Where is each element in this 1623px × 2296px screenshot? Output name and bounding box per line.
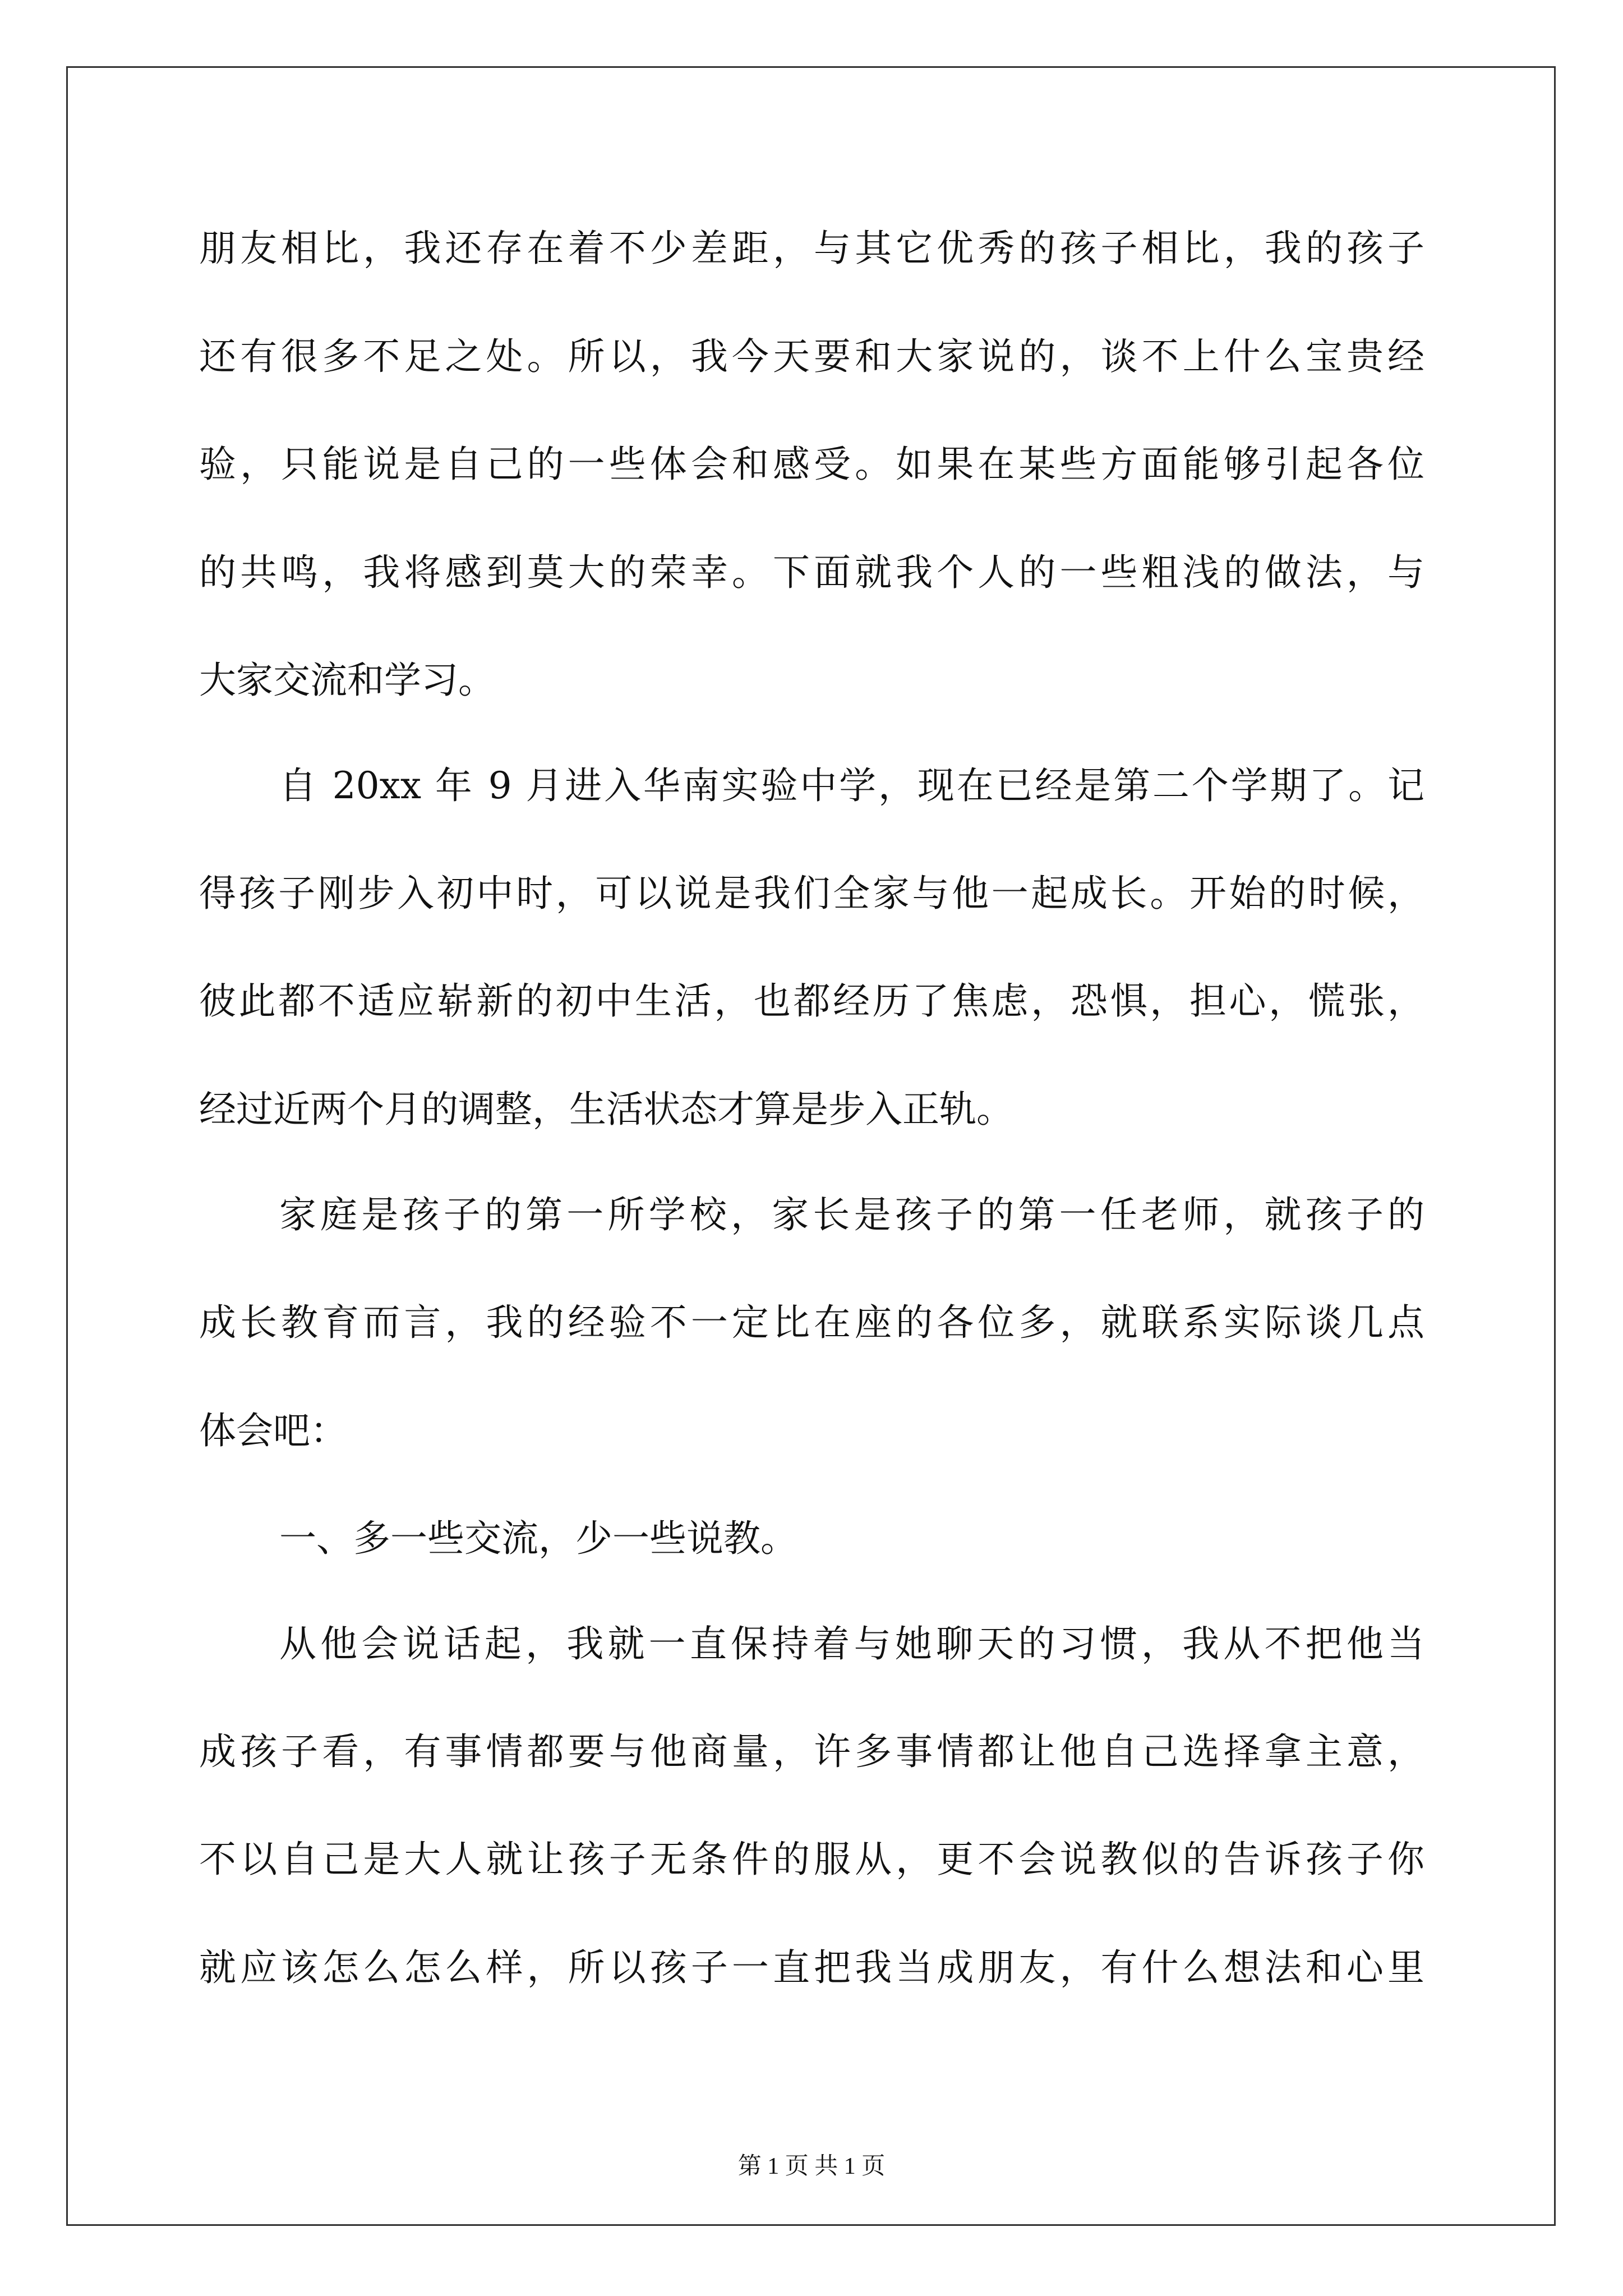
text-line: 不以自己是大人就让孩子无条件的服从，更不会说教似的告诉孩子你 xyxy=(199,1838,1424,1881)
paragraph-start-line: 家庭是孩子的第一所学校，家长是孩子的第一任老师，就孩子的 xyxy=(279,1193,1424,1236)
text-line: 还有很多不足之处。所以，我今天要和大家说的，谈不上什么宝贵经 xyxy=(199,335,1424,378)
text-line: 成孩子看，有事情都要与他商量，许多事情都让他自己选择拿主意， xyxy=(199,1730,1424,1773)
text-line: 体会吧： xyxy=(199,1409,347,1452)
section-heading: 一、多一些交流，少一些说教。 xyxy=(279,1517,797,1560)
page-border xyxy=(66,66,1556,2226)
text-line: 成长教育而言，我的经验不一定比在座的各位多，就联系实际谈几点 xyxy=(199,1301,1424,1344)
text-line: 的共鸣，我将感到莫大的荣幸。下面就我个人的一些粗浅的做法，与 xyxy=(199,551,1424,594)
text-line: 验，只能说是自己的一些体会和感受。如果在某些方面能够引起各位 xyxy=(199,443,1424,486)
text-line: 朋友相比，我还存在着不少差距，与其它优秀的孩子相比，我的孩子 xyxy=(199,227,1424,270)
paragraph-start-line: 自 20xx 年 9 月进入华南实验中学，现在已经是第二个学期了。记 xyxy=(279,764,1424,807)
text-line: 彼此都不适应崭新的初中生活，也都经历了焦虑，恐惧，担心，慌张， xyxy=(199,979,1424,1023)
text-line: 大家交流和学习。 xyxy=(199,659,495,702)
text-line: 就应该怎么怎么样，所以孩子一直把我当成朋友，有什么想法和心里 xyxy=(199,1946,1424,1989)
page-number-footer: 第 1 页 共 1 页 xyxy=(737,2154,886,2179)
text-line: 得孩子刚步入初中时，可以说是我们全家与他一起成长。开始的时候， xyxy=(199,872,1424,915)
paragraph-start-line: 从他会说话起，我就一直保持着与她聊天的习惯，我从不把他当 xyxy=(279,1622,1424,1665)
text-line: 经过近两个月的调整，生活状态才算是步入正轨。 xyxy=(199,1088,1013,1131)
